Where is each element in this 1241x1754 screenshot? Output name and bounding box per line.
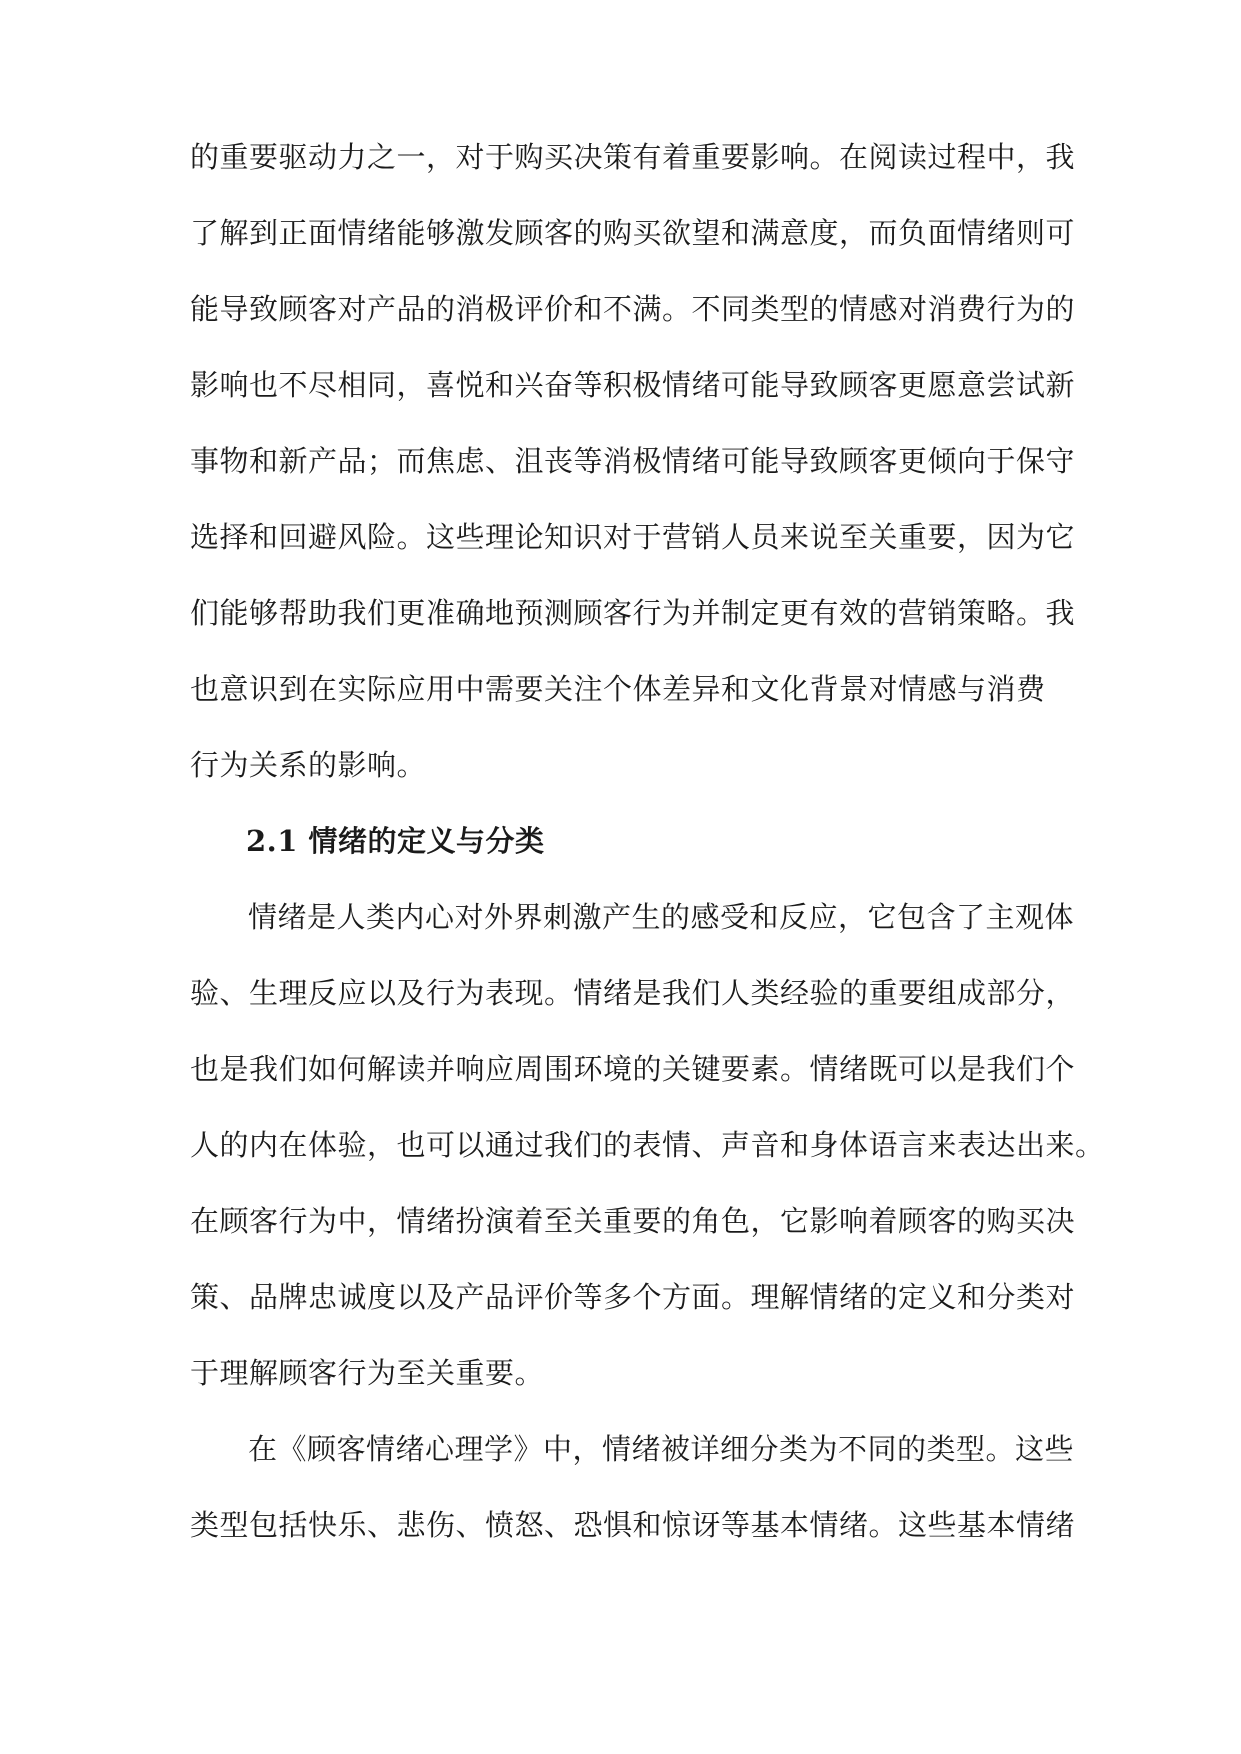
paragraph-1-line: 的重要驱动力之一，对于购买决策有着重要影响。在阅读过程中，我	[190, 140, 1076, 174]
paragraph-2-line: 情绪是人类内心对外界刺激产生的感受和反应，它包含了主观体	[248, 900, 1075, 934]
paragraph-1-line: 能导致顾客对产品的消极评价和不满。不同类型的情感对消费行为的	[190, 292, 1076, 326]
paragraph-2-line: 在顾客行为中，情绪扮演着至关重要的角色，它影响着顾客的购买决	[190, 1204, 1076, 1238]
paragraph-2-line: 验、生理反应以及行为表现。情绪是我们人类经验的重要组成部分，	[190, 976, 1076, 1010]
paragraph-3-line: 类型包括快乐、悲伤、愤怒、恐惧和惊讶等基本情绪。这些基本情绪	[190, 1508, 1076, 1542]
paragraph-3-line: 在《顾客情绪心理学》中，情绪被详细分类为不同的类型。这些	[248, 1432, 1075, 1466]
paragraph-1-line: 也意识到在实际应用中需要关注个体差异和文化背景对情感与消费	[190, 672, 1046, 706]
paragraph-1-line: 行为关系的影响。	[190, 748, 427, 782]
paragraph-1-line: 们能够帮助我们更准确地预测顾客行为并制定更有效的营销策略。我	[190, 596, 1076, 630]
paragraph-1-line: 选择和回避风险。这些理论知识对于营销人员来说至关重要，因为它	[190, 520, 1076, 554]
paragraph-2-line: 人的内在体验，也可以通过我们的表情、声音和身体语言来表达出来。	[190, 1128, 1105, 1162]
section-heading: 2.1 情绪的定义与分类	[246, 824, 545, 858]
paragraph-2-line: 策、品牌忠诚度以及产品评价等多个方面。理解情绪的定义和分类对	[190, 1280, 1076, 1314]
paragraph-2-line: 也是我们如何解读并响应周围环境的关键要素。情绪既可以是我们个	[190, 1052, 1076, 1086]
paragraph-1-line: 了解到正面情绪能够激发顾客的购买欲望和满意度，而负面情绪则可	[190, 216, 1076, 250]
paragraph-2-line: 于理解顾客行为至关重要。	[190, 1356, 545, 1390]
paragraph-1-line: 事物和新产品；而焦虑、沮丧等消极情绪可能导致顾客更倾向于保守	[190, 444, 1076, 478]
paragraph-1-line: 影响也不尽相同，喜悦和兴奋等积极情绪可能导致顾客更愿意尝试新	[190, 368, 1076, 402]
